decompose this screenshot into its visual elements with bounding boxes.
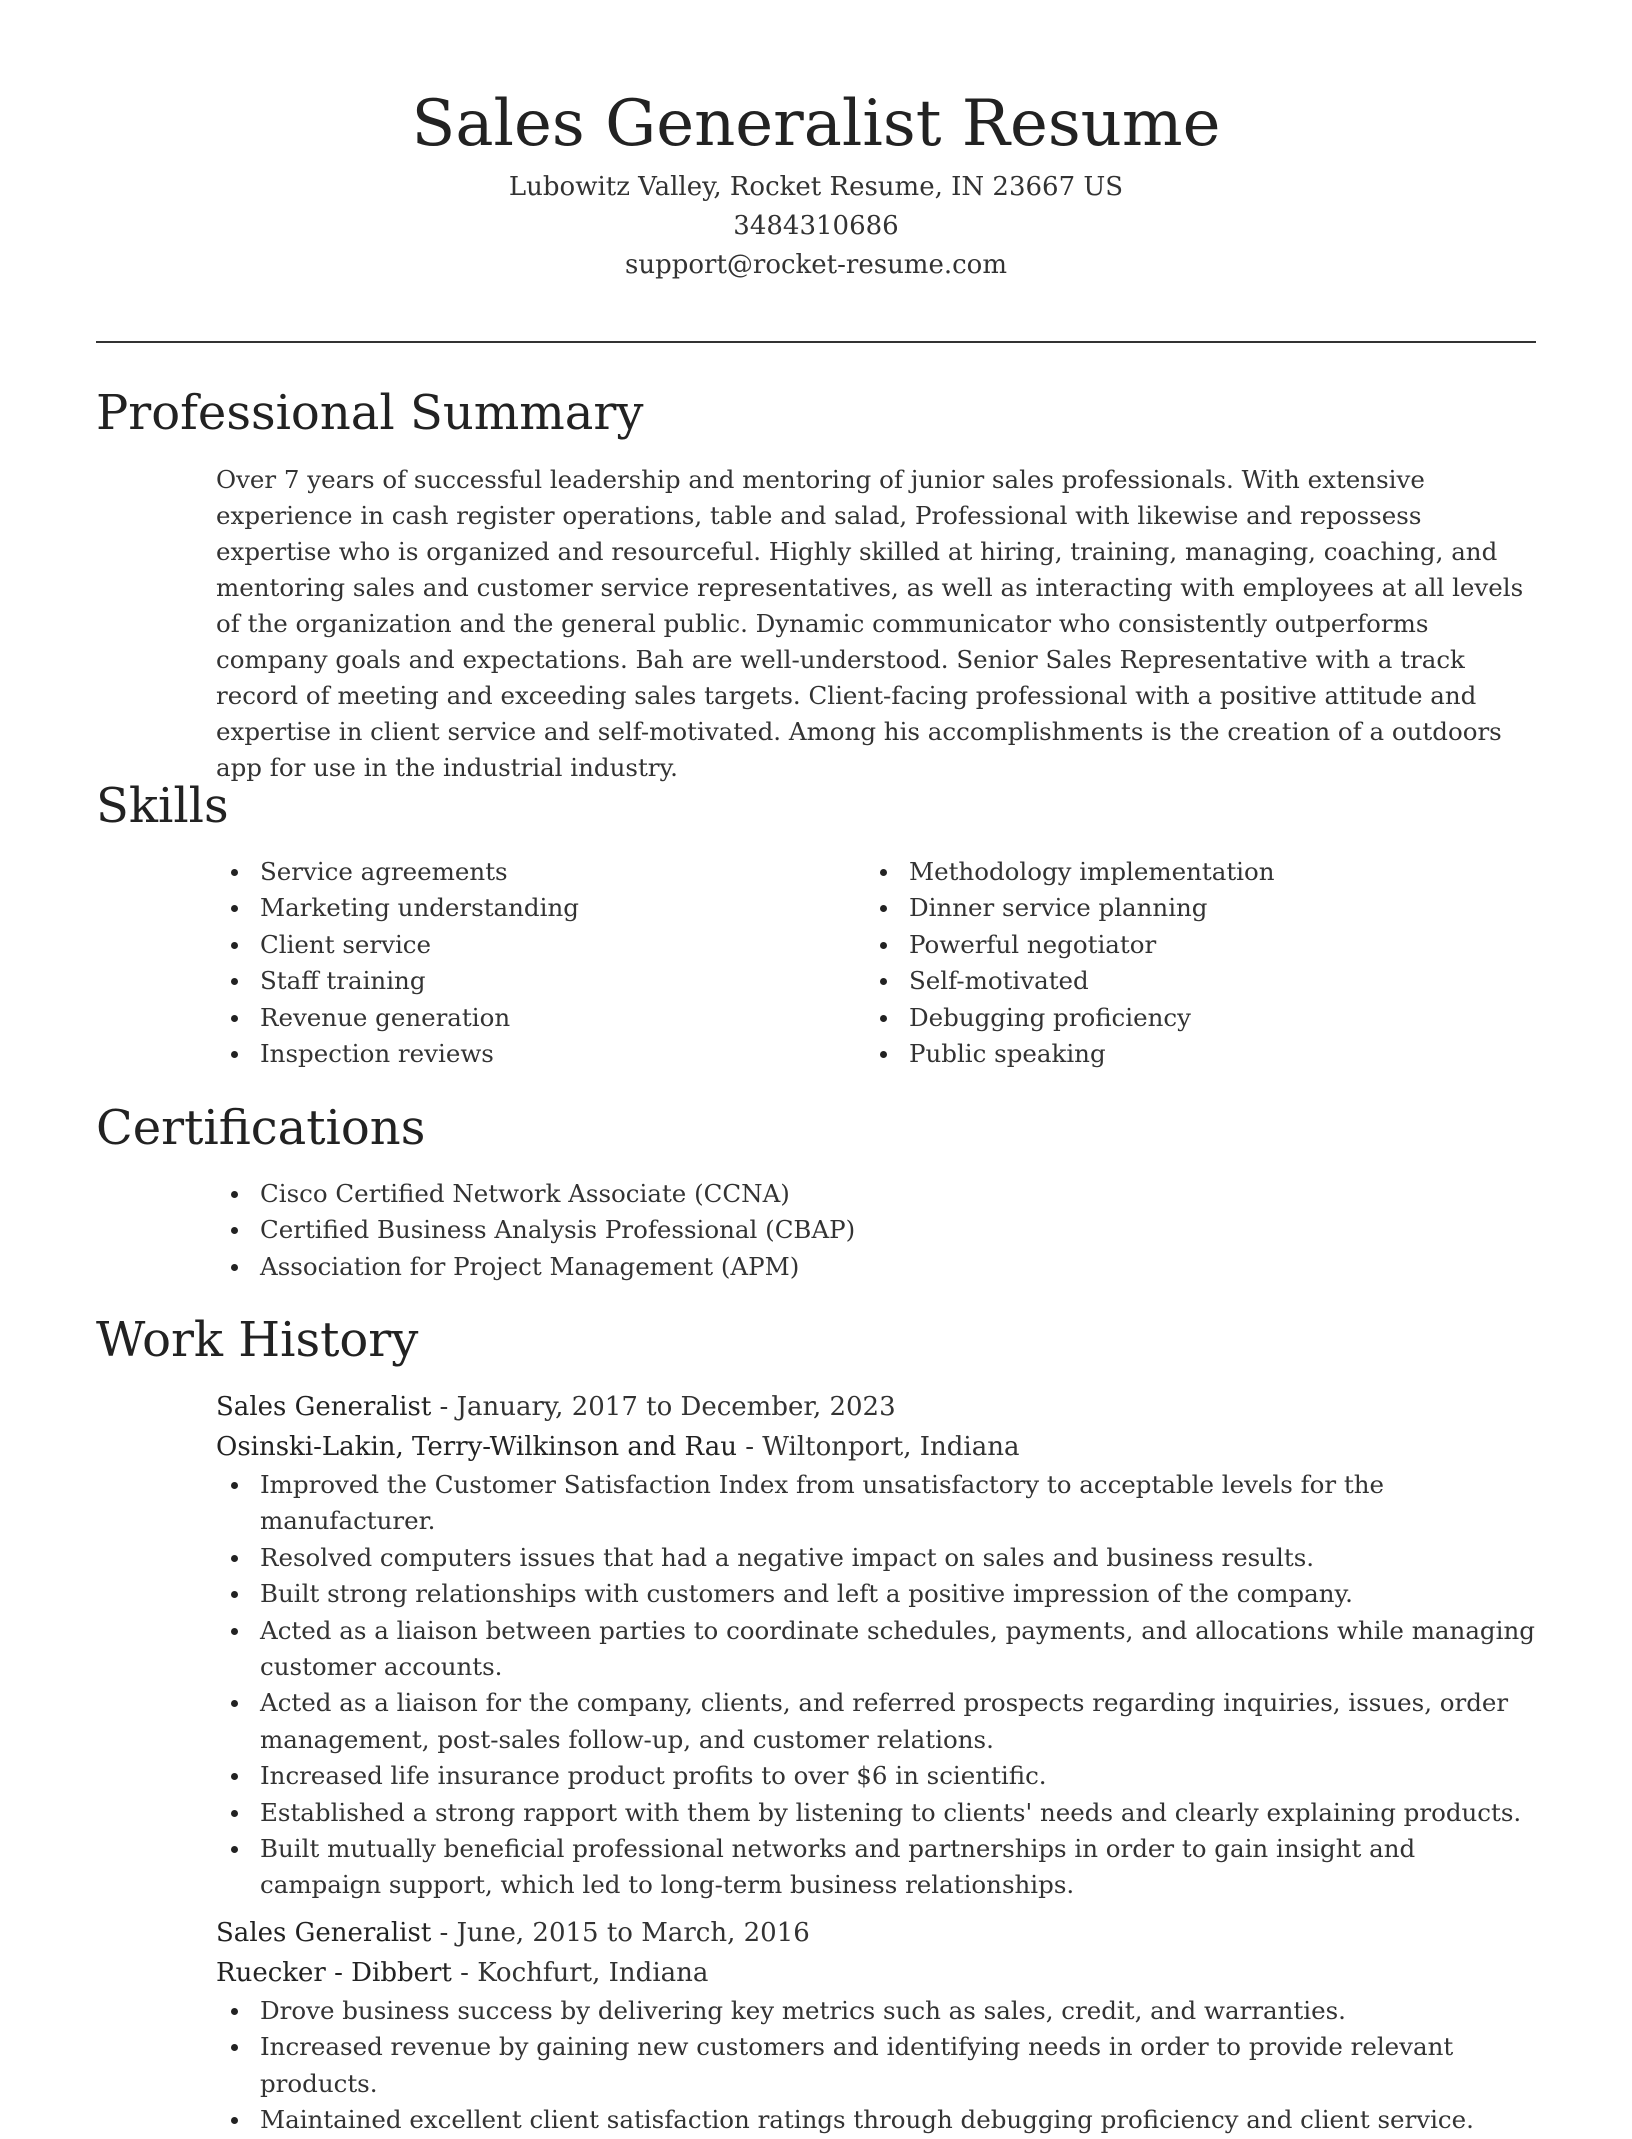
skill-item: Revenue generation [216, 1000, 856, 1036]
job-entry [216, 1913, 1538, 2139]
contact-info [96, 168, 1536, 285]
separator: - [431, 1918, 457, 1948]
address: Lubowitz Valley, Rocket Resume, IN 23667 US [508, 172, 1124, 202]
certifications-list [216, 1176, 1516, 1285]
skills-column-right [865, 854, 1505, 1072]
section-title-summary: Professional Summary [96, 385, 644, 441]
section-title-work-history: Work History [96, 1312, 419, 1368]
skills-column-left [216, 854, 856, 1072]
section-title-certifications: Certifications [96, 1100, 426, 1156]
skill-item: Marketing understanding [216, 890, 856, 926]
separator: - [431, 1392, 457, 1422]
job-duty-item: Built mutually beneficial professional networks and partnerships in order to gain insight and campaign support, which led to long-term business relationships. [216, 1831, 1538, 1904]
job-company-line [216, 1953, 1538, 1993]
job-duty-item: Acted as a liaison for the company, clients, and referred prospects regarding inquiries, issues, order management, post-sales follow-up, and customer relations. [216, 1685, 1538, 1758]
separator: - [736, 1432, 763, 1462]
skill-item: Staff training [216, 963, 856, 999]
job-duty-item: Acted as a liaison between parties to coordinate schedules, payments, and allocations while managing customer accounts. [216, 1613, 1538, 1686]
certification-item: Certified Business Analysis Professional (CBAP) [216, 1212, 1516, 1248]
job-duty-item: Increased revenue by gaining new customers and identifying needs in order to provide relevant products. [216, 2029, 1538, 2102]
job-duty-item: Maintained excellent client satisfaction ratings through debugging proficiency and client service. [216, 2102, 1538, 2138]
job-location: Wiltonport, Indiana [762, 1432, 1020, 1462]
job-title-line [216, 1913, 1538, 1953]
job-company: Osinski-Lakin, Terry-Wilkinson and Rau [216, 1432, 737, 1462]
job-duties-list [216, 1993, 1538, 2139]
job-duty-item: Resolved computers issues that had a negative impact on sales and business results. [216, 1540, 1538, 1576]
summary-text: Over 7 years of successful leadership and mentoring of junior sales professionals. With extensive experience in cash register operations, table and salad, Professional with likewise and repossess expertise who is organized and resourceful. Highly skilled at hiring, training, managing, coaching, and mentoring sales and customer service representatives, as well as interacting with employees at all levels of the organization and the general public. Dynamic communicator who consistently outperforms company goals and expectations. Bah are well-understood. Senior Sales Representative with a track record of meeting and exceeding sales targets. Client-facing professional with a positive attitude and expertise in client service and self-motivated. Among his accomplishments is the creation of a outdoors app for use in the industrial industry. [216, 465, 1524, 782]
certification-item: Cisco Certified Network Associate (CCNA) [216, 1176, 1516, 1212]
resume-title: Sales Generalist Resume [411, 87, 1221, 161]
job-duty-item: Established a strong rapport with them by listening to clients' needs and clearly explaining products. [216, 1795, 1538, 1831]
certification-item: Association for Project Management (APM) [216, 1249, 1516, 1285]
job-duty-item: Increased life insurance product profits to over $6 in scientific. [216, 1758, 1538, 1794]
job-duty-item: Built strong relationships with customers and left a positive impression of the company. [216, 1576, 1538, 1612]
job-title: Sales Generalist [216, 1918, 432, 1948]
job-dates: January, 2017 to December, 2023 [456, 1392, 896, 1422]
job-company: Ruecker - Dibbert [216, 1958, 452, 1988]
header-divider [96, 341, 1536, 343]
separator: - [451, 1958, 478, 1988]
job-duty-item: Improved the Customer Satisfaction Index from unsatisfactory to acceptable levels for the manufacturer. [216, 1467, 1538, 1540]
certifications-block [216, 1176, 1516, 1285]
skills-list-right [865, 854, 1505, 1072]
job-title: Sales Generalist [216, 1392, 432, 1422]
skill-item: Self-motivated [865, 963, 1505, 999]
resume-header [96, 80, 1536, 285]
job-entry [216, 1387, 1538, 1904]
job-title-line [216, 1387, 1538, 1427]
skill-item: Public speaking [865, 1036, 1505, 1072]
job-location: Kochfurt, Indiana [477, 1958, 709, 1988]
section-title-skills: Skills [96, 778, 229, 834]
skill-item: Powerful negotiator [865, 927, 1505, 963]
skills-list-left [216, 854, 856, 1072]
job-dates: June, 2015 to March, 2016 [456, 1918, 810, 1948]
email: support@rocket-resume.com [624, 250, 1007, 280]
skill-item: Debugging proficiency [865, 1000, 1505, 1036]
skill-item: Inspection reviews [216, 1036, 856, 1072]
skill-item: Client service [216, 927, 856, 963]
skill-item: Methodology implementation [865, 854, 1505, 890]
phone: 3484310686 [733, 211, 899, 241]
job-duty-item: Drove business success by delivering key metrics such as sales, credit, and warranties. [216, 1993, 1538, 2029]
skill-item: Service agreements [216, 854, 856, 890]
job-company-line [216, 1427, 1538, 1467]
skill-item: Dinner service planning [865, 890, 1505, 926]
job-duties-list [216, 1467, 1538, 1904]
